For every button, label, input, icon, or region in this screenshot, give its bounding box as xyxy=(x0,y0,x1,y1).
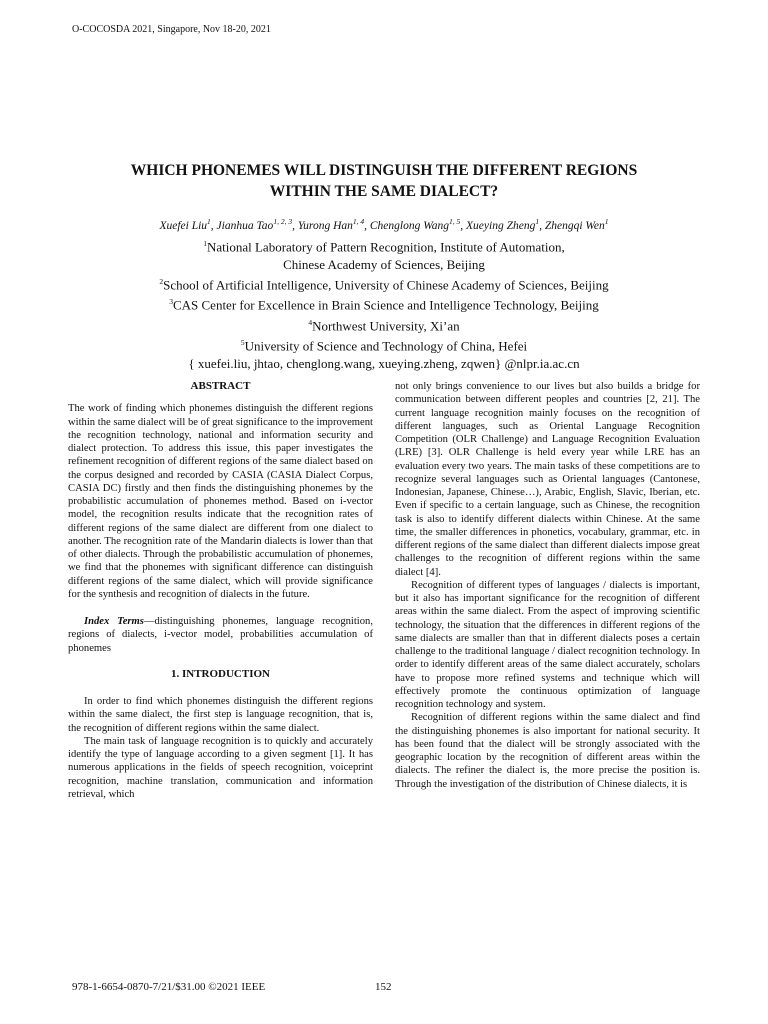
affiliation-line: $^5$University of Science and Technology of China, Hefei xyxy=(240,338,528,354)
left-column xyxy=(68,380,373,801)
right-column xyxy=(395,380,700,791)
abstract-text: The work of finding which phonemes distinguish the different regions within the same dialect will be of great significance to the improvement the recognition technology, national and information security and dialect protection. To address this issue, this paper investigates the refinement recognition of different regions of the same dialect based on the corpus designed and recorded by CASIA (CASIA Dialect Corpus, CASIA DC) firstly and then finds the distinguishing phonemes by the probabilistic accumulation of phonemes method. Based on i-vector model, the recognition results indicate that the recognition rates of different regions of the same dialect are different from one dialect to another. The recognition rate of the Mandarin dialects is lower than that of other dialects. Through the probabilistic accumulation of phonemes, we find that the phonemes with significant difference can distinguish different regions of the same dialect, which will provide significance for the synthesis and recognition of dialects in the future. xyxy=(68,403,373,600)
affiliation-line: $^1$National Laboratory of Pattern Recognition, Institute of Automation, xyxy=(203,239,565,255)
author-list: Xuefei Liu$^1$, Jianhua Tao$^{1, 2, 3}$, Yurong Han$^{1, 4}$, Chenglong Wang$^{1, 5}$, Xueying Zheng$^1$, Zhengqi Wen$^1$ xyxy=(159,217,609,232)
author-name: Chenglong Wang xyxy=(369,219,450,232)
index-terms-text: —distinguishing phonemes, language recognition, regions of dialects, i-vector model, probabilities accumulation of phonemes xyxy=(68,616,373,654)
introduction-heading: 1. INTRODUCTION xyxy=(170,667,270,680)
author-affiliation-mark: 1 xyxy=(207,217,211,226)
affiliation-line: $^4$Northwest University, Xi’an xyxy=(308,317,460,334)
conference-header: O-COCOSDA 2021, Singapore, Nov 18-20, 2021 xyxy=(72,24,271,35)
introduction-paragraph: The main task of language recognition is to quickly and accurately identify the type of language according to a given segment [1]. It has numerous applications in the fields of speech recognition, voiceprint recognition, machine translation, communication and information retrieval, which xyxy=(68,735,373,800)
title-line: WITHIN THE SAME DIALECT? xyxy=(269,183,499,200)
title-line: WHICH PHONEMES WILL DISTINGUISH THE DIFFERENT REGIONS xyxy=(130,162,638,179)
paper-title xyxy=(60,160,708,202)
author-name: Yurong Han xyxy=(297,219,353,232)
author-name: Zhengqi Wen xyxy=(544,219,605,232)
author-block xyxy=(60,213,708,372)
author-name: Xueying Zheng xyxy=(466,219,536,232)
author-affiliation-mark: 1 xyxy=(535,217,540,226)
author-affiliation-mark: 1, 4 xyxy=(352,217,365,226)
affiliation-line: $^2$School of Artificial Intelligence, University of Chinese Academy of Sciences, Beijing xyxy=(159,276,609,293)
body-paragraph: Recognition of different regions within the same dialect and find the distinguishing phonemes is also important for national security. It has been found that the dialect will be strongly associated with the geographic location by the recognition of different areas within the dialects. The refiner the dialect is, the more precise the position is. Through the investigation of the distribution of Chinese dialects, it is xyxy=(395,712,700,790)
affiliation-line: Chinese Academy of Sciences, Beijing xyxy=(283,256,485,272)
body-paragraph: not only brings convenience to our lives but also builds a bridge for communication between different peoples and countries [2, 21]. The current language recognition mainly focuses on the recognition of different languages, such as Oriental Language Recognition Competition (OLR Challenge) and Language Recognition Evaluation (LRE) [3]. OLR Challenge is held every year while LRE has an evaluation every two years. The main tasks of these competitions are to recognize several languages such as Oriental languages (Cantonese, Indonesian, Japanese, Chinese…), Arabic, English, Slavic, Iberian, etc. Even if specific to a certain language, such as Chinese, the recognition task is also to identify different dialects within Chinese. At the same time, the smaller differences in phonetics, vocabulary, grammar, etc. in different regions of the same dialect than different dialects impose great challenges to the recognition of different regions within the same dialect [4]. xyxy=(395,381,700,578)
author-affiliation-mark: 1, 5 xyxy=(449,217,461,226)
abstract-heading: ABSTRACT xyxy=(190,380,251,392)
index-terms-label: Index Terms xyxy=(84,616,144,627)
body-paragraph: Recognition of different types of languages / dialects is important, but it also has important significance for the recognition of different areas within the same dialect. From the aspect of improving scientific technology, the situation that the differences in different regions of the same dialects are smaller than that in different dialects poses a certain challenge to the traditional language / dialect recognition technology. In order to identify different areas of the same dialect accurately, scholars have to propose more refined systems and technique which will effectively promote the continuous optimization of language recognition technology and system. xyxy=(395,579,700,710)
affiliation-line: $^3$CAS Center for Excellence in Brain Science and Intelligence Technology, Beijing xyxy=(169,297,599,313)
copyright-footer: 978-1-6654-0870-7/21/$31.00 ©2021 IEEE xyxy=(72,981,266,993)
index-terms xyxy=(68,615,373,655)
page-number: 152 xyxy=(375,981,392,993)
author-name: Jianhua Tao xyxy=(216,219,274,232)
author-affiliation-mark: 1, 2, 3 xyxy=(273,217,293,226)
author-affiliation-mark: 1 xyxy=(604,217,609,226)
introduction-paragraph: In order to find which phonemes distinguish the different regions within the same dialect, the first step is language recognition, that is, the recognition of different regions within the same dialect. xyxy=(68,696,373,734)
author-name: Xuefei Liu xyxy=(159,219,208,232)
author-emails: { xuefei.liu, jhtao, chenglong.wang, xueying.zheng, zqwen} @nlpr.ia.ac.cn xyxy=(188,355,580,371)
